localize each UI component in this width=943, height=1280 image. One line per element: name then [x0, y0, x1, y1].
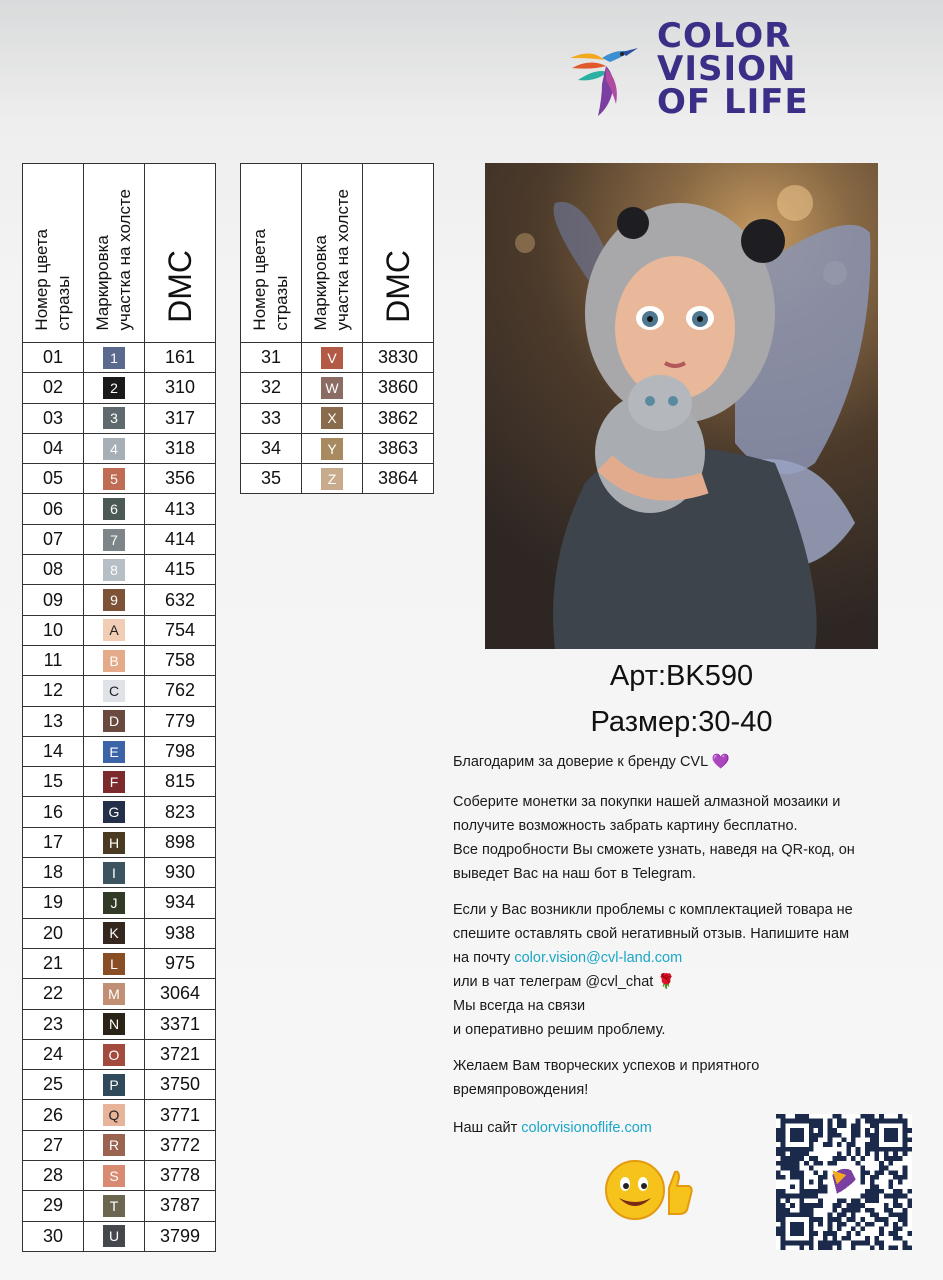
color-number: 16 [23, 797, 84, 827]
color-number: 32 [241, 373, 302, 403]
dmc-code: 3371 [145, 1009, 216, 1039]
table-row [241, 464, 434, 494]
color-swatch: K [103, 922, 125, 944]
color-swatch: Y [321, 438, 343, 460]
color-mark-cell [84, 585, 145, 615]
color-mark-cell [84, 706, 145, 736]
table-row [241, 433, 434, 463]
header-number: Номер цвета стразы [241, 164, 302, 343]
color-number: 24 [23, 1039, 84, 1069]
color-number: 08 [23, 555, 84, 585]
table-row [23, 1039, 216, 1069]
color-number: 03 [23, 403, 84, 433]
color-mark-cell [84, 767, 145, 797]
color-number: 13 [23, 706, 84, 736]
table-row [23, 1191, 216, 1221]
site-text: Наш сайт colorvisionoflife.com [453, 1120, 652, 1136]
color-swatch: 1 [103, 347, 125, 369]
dmc-code: 632 [145, 585, 216, 615]
color-swatch: W [321, 377, 343, 399]
color-mark-cell [84, 676, 145, 706]
color-mark-cell [84, 494, 145, 524]
qr-code-icon[interactable] [776, 1114, 912, 1250]
table-row [241, 343, 434, 373]
table-row [23, 1130, 216, 1160]
brand-logo [562, 18, 812, 128]
dmc-code: 356 [145, 464, 216, 494]
dmc-code: 3750 [145, 1070, 216, 1100]
support-text: Если у Вас возникли проблемы с комплектацией товара не спешите оставлять свой негативный отзыв. Напишите нам на почту color.vision@cvl-land.com или в чат телеграм @cvl_chat 🌹 Мы всегда на связи и оперативно решим проблему. [453, 902, 853, 1038]
header-dmc: DMC [145, 164, 216, 343]
dmc-code: 758 [145, 645, 216, 675]
color-swatch: 5 [103, 468, 125, 490]
dmc-code: 318 [145, 433, 216, 463]
header-number: Номер цвета стразы [23, 164, 84, 343]
table-row [23, 645, 216, 675]
table-row [23, 736, 216, 766]
color-number: 29 [23, 1191, 84, 1221]
color-number: 22 [23, 979, 84, 1009]
color-swatch: 4 [103, 438, 125, 460]
color-mark-cell [84, 555, 145, 585]
dmc-code: 3787 [145, 1191, 216, 1221]
dmc-code: 930 [145, 858, 216, 888]
color-mark-cell [84, 433, 145, 463]
color-mark-cell [84, 1191, 145, 1221]
color-number: 09 [23, 585, 84, 615]
color-swatch: M [103, 983, 125, 1005]
dmc-code: 934 [145, 888, 216, 918]
article-code: Арт:BK590 [609, 660, 754, 692]
table-row [23, 767, 216, 797]
table-row [23, 373, 216, 403]
dmc-code: 3064 [145, 979, 216, 1009]
color-number: 21 [23, 948, 84, 978]
color-swatch: V [321, 347, 343, 369]
dmc-code: 317 [145, 403, 216, 433]
table-row [23, 433, 216, 463]
dmc-code: 3860 [363, 373, 434, 403]
color-swatch: 2 [103, 377, 125, 399]
color-mark-cell [84, 1039, 145, 1069]
color-mark-cell [84, 948, 145, 978]
color-mark-cell [84, 403, 145, 433]
color-swatch: T [103, 1195, 125, 1217]
dmc-code: 3772 [145, 1130, 216, 1160]
dmc-code: 3830 [363, 343, 434, 373]
table-row [23, 615, 216, 645]
table-row [241, 403, 434, 433]
hummingbird-logo-icon [562, 28, 642, 118]
color-number: 31 [241, 343, 302, 373]
color-mark-cell [84, 343, 145, 373]
color-mark-cell [84, 797, 145, 827]
table-row [23, 948, 216, 978]
table-row [23, 979, 216, 1009]
color-mark-cell [84, 1100, 145, 1130]
color-mark-cell [84, 373, 145, 403]
color-number: 25 [23, 1070, 84, 1100]
email-link[interactable]: color.vision@cvl-land.com [514, 950, 683, 966]
table-row [23, 827, 216, 857]
color-swatch: 8 [103, 559, 125, 581]
color-swatch: D [103, 710, 125, 732]
color-mark-cell [84, 888, 145, 918]
dmc-code: 762 [145, 676, 216, 706]
thanks-text: Благодарим за доверие к бренду CVL 💜 [453, 754, 730, 770]
dmc-code: 823 [145, 797, 216, 827]
color-number: 30 [23, 1221, 84, 1251]
dmc-code: 415 [145, 555, 216, 585]
dmc-code: 898 [145, 827, 216, 857]
color-swatch: I [103, 862, 125, 884]
table-row [23, 797, 216, 827]
color-mark-cell [84, 827, 145, 857]
color-swatch: S [103, 1165, 125, 1187]
color-mark-cell [84, 464, 145, 494]
brand-line-2: VISION [657, 49, 797, 89]
table-row [23, 343, 216, 373]
table-row [23, 403, 216, 433]
color-number: 33 [241, 403, 302, 433]
table-row [23, 858, 216, 888]
table-row [23, 888, 216, 918]
color-table-2 [240, 163, 434, 494]
color-number: 28 [23, 1161, 84, 1191]
table-row [241, 373, 434, 403]
color-swatch: X [321, 407, 343, 429]
color-swatch: A [103, 619, 125, 641]
color-mark-cell [302, 464, 363, 494]
dmc-code: 413 [145, 494, 216, 524]
color-number: 06 [23, 494, 84, 524]
color-number: 15 [23, 767, 84, 797]
header-marking: Маркировка участка на холсте [84, 164, 145, 343]
brand-line-3: OF LIFE [657, 82, 809, 122]
table-row [23, 918, 216, 948]
table-row [23, 555, 216, 585]
dmc-code: 798 [145, 736, 216, 766]
color-swatch: Z [321, 468, 343, 490]
table-row [23, 1009, 216, 1039]
color-swatch: 3 [103, 407, 125, 429]
color-mark-cell [302, 343, 363, 373]
color-mark-cell [84, 1009, 145, 1039]
color-number: 17 [23, 827, 84, 857]
table-row [23, 1161, 216, 1191]
color-mark-cell [302, 433, 363, 463]
color-number: 27 [23, 1130, 84, 1160]
color-mark-cell [302, 403, 363, 433]
color-mark-cell [84, 1221, 145, 1251]
color-number: 07 [23, 524, 84, 554]
color-swatch: 7 [103, 529, 125, 551]
dmc-code: 3863 [363, 433, 434, 463]
color-swatch: 6 [103, 498, 125, 520]
color-number: 34 [241, 433, 302, 463]
color-number: 04 [23, 433, 84, 463]
table-row [23, 464, 216, 494]
color-swatch: P [103, 1074, 125, 1096]
dmc-code: 3864 [363, 464, 434, 494]
dmc-code: 3771 [145, 1100, 216, 1130]
color-swatch: E [103, 741, 125, 763]
color-swatch: Q [103, 1104, 125, 1126]
color-swatch: R [103, 1134, 125, 1156]
dmc-code: 815 [145, 767, 216, 797]
dmc-code: 779 [145, 706, 216, 736]
table-row [23, 1100, 216, 1130]
color-mark-cell [84, 858, 145, 888]
header-marking: Маркировка участка на холсте [302, 164, 363, 343]
color-mark-cell [84, 645, 145, 675]
color-mark-cell [84, 615, 145, 645]
color-swatch: J [103, 892, 125, 914]
table-row [23, 494, 216, 524]
dmc-code: 975 [145, 948, 216, 978]
color-mark-cell [302, 373, 363, 403]
color-number: 05 [23, 464, 84, 494]
dmc-code: 3778 [145, 1161, 216, 1191]
coins-text: Соберите монетки за покупки нашей алмазной мозаики и получите возможность забрать картину бесплатно. Все подробности Вы сможете узнать, наведя на QR-код, он выведет Вас на наш бот в Telegram. [453, 794, 855, 882]
brand-name [657, 16, 809, 122]
dmc-code: 754 [145, 615, 216, 645]
color-mark-cell [84, 979, 145, 1009]
color-number: 20 [23, 918, 84, 948]
product-size: Размер:30-40 [590, 706, 773, 738]
color-swatch: F [103, 771, 125, 793]
color-swatch: U [103, 1225, 125, 1247]
color-number: 01 [23, 343, 84, 373]
color-number: 02 [23, 373, 84, 403]
color-number: 11 [23, 645, 84, 675]
color-mark-cell [84, 918, 145, 948]
color-swatch: G [103, 801, 125, 823]
color-mark-cell [84, 736, 145, 766]
dmc-code: 414 [145, 524, 216, 554]
color-mark-cell [84, 1130, 145, 1160]
thumbs-up-smiley-icon [603, 1158, 695, 1222]
table-row [23, 706, 216, 736]
color-number: 23 [23, 1009, 84, 1039]
fairy-girl-illustration [485, 163, 878, 649]
color-swatch: H [103, 832, 125, 854]
table-row [23, 676, 216, 706]
color-number: 19 [23, 888, 84, 918]
color-table-1 [22, 163, 216, 1252]
dmc-code: 3862 [363, 403, 434, 433]
wish-text: Желаем Вам творческих успехов и приятного времяпровождения! [453, 1058, 760, 1098]
color-number: 10 [23, 615, 84, 645]
color-swatch: B [103, 650, 125, 672]
color-number: 12 [23, 676, 84, 706]
dmc-code: 3721 [145, 1039, 216, 1069]
color-swatch: N [103, 1013, 125, 1035]
color-number: 26 [23, 1100, 84, 1130]
dmc-code: 161 [145, 343, 216, 373]
table-row [23, 585, 216, 615]
header-dmc: DMC [363, 164, 434, 343]
color-number: 14 [23, 736, 84, 766]
table-row [23, 1221, 216, 1251]
color-mark-cell [84, 1161, 145, 1191]
brand-line-1: COLOR [657, 16, 792, 56]
dmc-code: 938 [145, 918, 216, 948]
color-swatch: O [103, 1044, 125, 1066]
dmc-code: 310 [145, 373, 216, 403]
site-link[interactable]: colorvisionoflife.com [521, 1120, 652, 1136]
color-swatch: C [103, 680, 125, 702]
table-row [23, 1070, 216, 1100]
color-swatch: 9 [103, 589, 125, 611]
color-number: 18 [23, 858, 84, 888]
product-artwork [485, 163, 878, 649]
table-row [23, 524, 216, 554]
color-number: 35 [241, 464, 302, 494]
color-mark-cell [84, 1070, 145, 1100]
color-swatch: L [103, 953, 125, 975]
dmc-code: 3799 [145, 1221, 216, 1251]
color-mark-cell [84, 524, 145, 554]
